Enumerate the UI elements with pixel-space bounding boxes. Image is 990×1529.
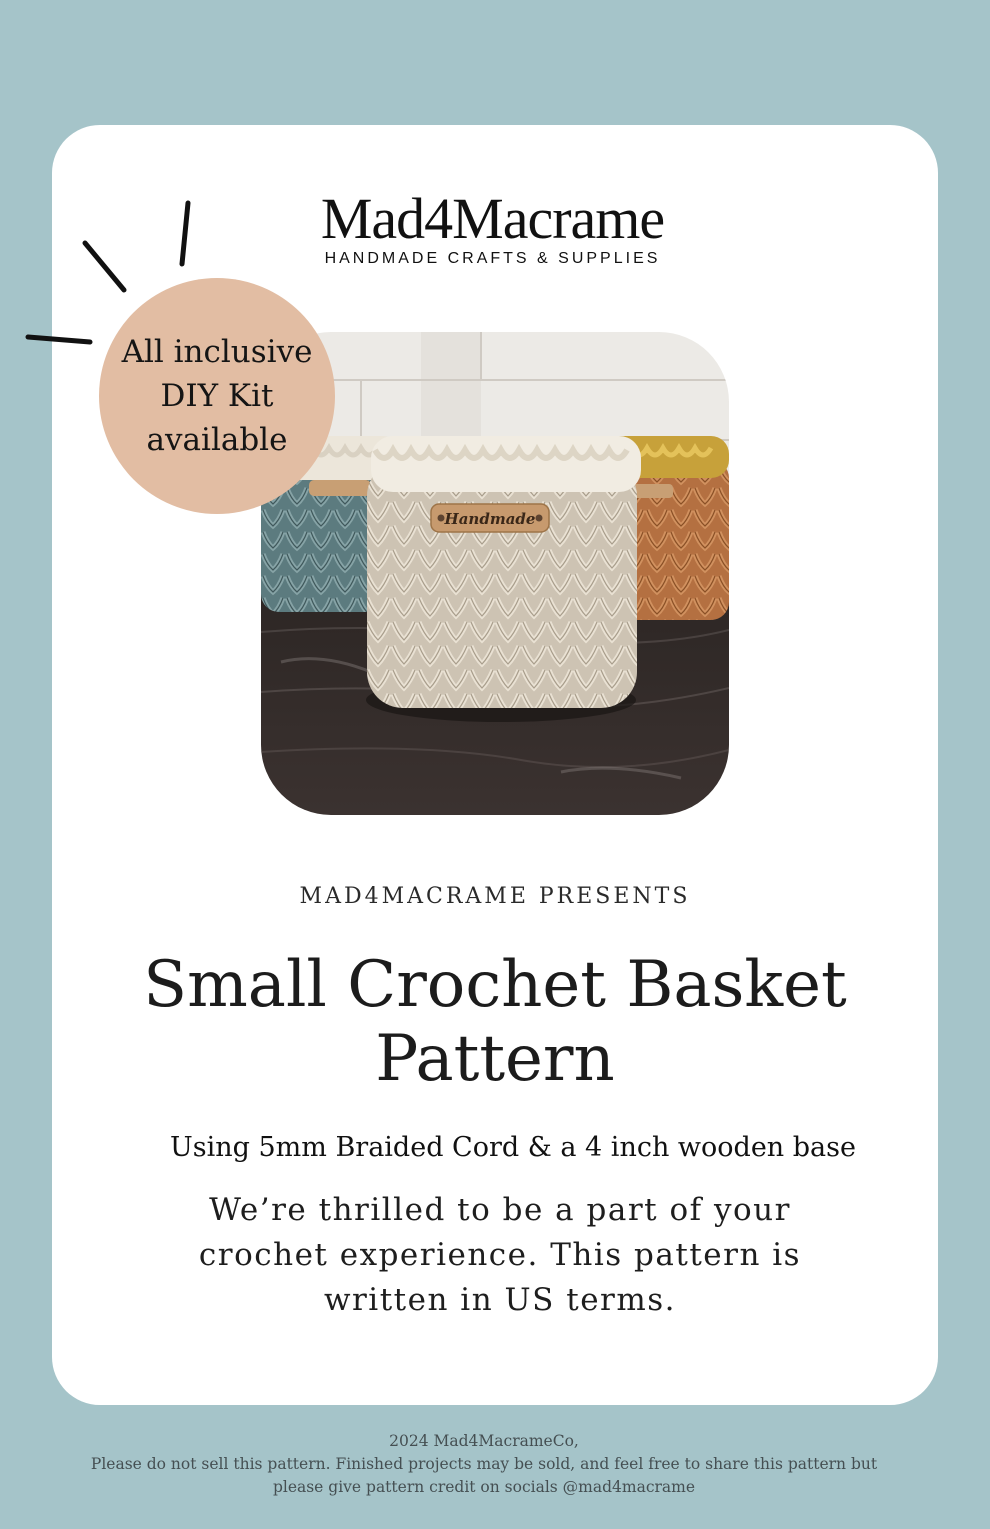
badge-line-3: available <box>146 422 288 458</box>
copyright-footer <box>60 1430 908 1499</box>
logo-name: Mad4Macrame <box>320 186 665 251</box>
diy-kit-badge <box>99 278 335 514</box>
intro-line-1: We’re thrilled to be a part of your <box>209 1192 791 1228</box>
brand-logo <box>255 186 730 276</box>
presents-heading: MAD4MACRAME PRESENTS <box>299 884 691 909</box>
footer-line-1: 2024 Mad4MacrameCo, <box>389 1432 579 1450</box>
badge-line-2: DIY Kit <box>160 378 274 414</box>
footer-line-2: Please do not sell this pattern. Finished projects may be sold, and feel free to share this pattern but <box>90 1455 878 1473</box>
materials-subtitle: Using 5mm Braided Cord & a 4 inch wooden base <box>169 1132 856 1163</box>
footer-line-3: please give pattern credit on socials @mad4macrame <box>272 1478 696 1496</box>
intro-line-2: crochet experience. This pattern is <box>198 1237 802 1273</box>
intro-line-3: written in US terms. <box>323 1282 677 1318</box>
pattern-title <box>60 948 930 1096</box>
basket-tag-label: Handmade <box>444 510 536 528</box>
title-line-1: Small Crochet Basket <box>143 948 847 1022</box>
intro-paragraph <box>195 1188 805 1323</box>
logo-tagline: HANDMADE CRAFTS & SUPPLIES <box>324 250 661 267</box>
title-line-2: Pattern <box>375 1022 615 1096</box>
badge-line-1: All inclusive <box>121 334 313 370</box>
